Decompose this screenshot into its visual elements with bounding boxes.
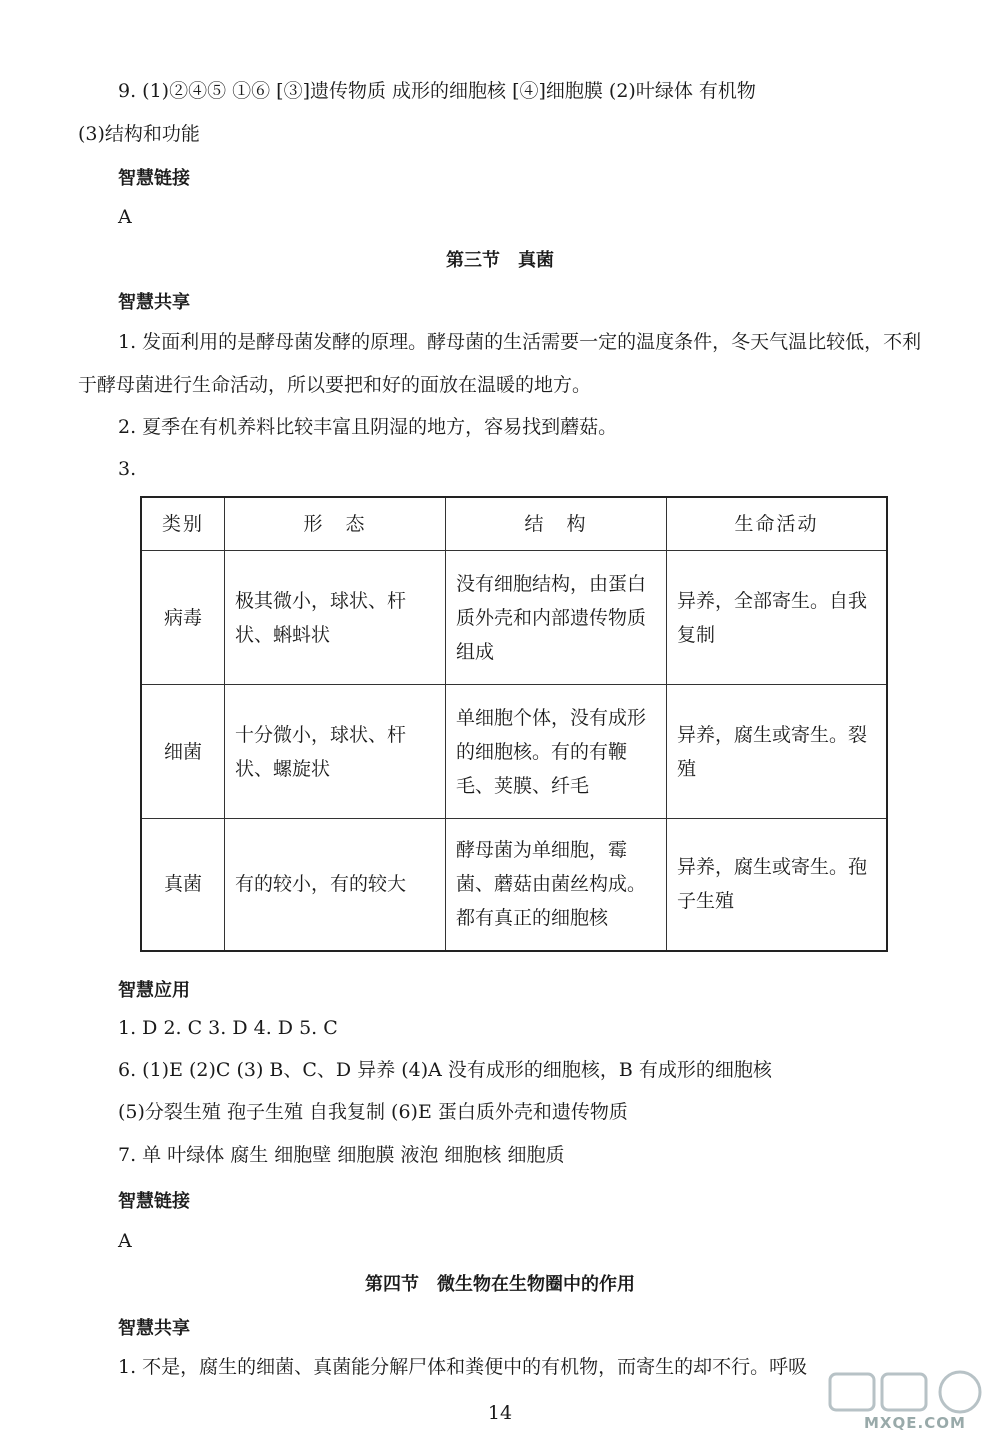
section3-title: 第三节 真菌 <box>446 250 554 271</box>
table-header-cell: 结 构 <box>446 497 667 551</box>
table-row <box>141 685 887 819</box>
s4-p1: 1. 不是，腐生的细菌、真菌能分解尸体和粪便中的有机物，而寄生的却不行。呼吸 <box>118 1356 808 1378</box>
table-cell: 异养，腐生或寄生。裂殖 <box>667 685 888 819</box>
link-answer-3: A <box>118 1230 132 1252</box>
table-cell: 有的较小，有的较大 <box>225 819 446 951</box>
heading-apply-3: 智慧应用 <box>118 980 190 1001</box>
table-cell-category: 真菌 <box>141 819 225 951</box>
s3-p3: 3. <box>118 458 137 480</box>
table-cell: 酵母菌为单细胞，霉菌、蘑菇由菌丝构成。都有真正的细胞核 <box>446 819 667 951</box>
watermark-logo <box>818 1370 988 1440</box>
s3-p1-line1: 1. 发面利用的是酵母菌发酵的原理。酵母菌的生活需要一定的温度条件，冬天气温比较低，不利 <box>118 331 922 353</box>
table-header-row <box>141 497 887 551</box>
table-cell: 没有细胞结构，由蛋白质外壳和内部遗传物质组成 <box>446 551 667 685</box>
apply-line3: (5)分裂生殖 孢子生殖 自我复制 (6)E 蛋白质外壳和遗传物质 <box>118 1101 628 1123</box>
apply-line2: 6. (1)E (2)C (3) B、C、D 异养 (4)A 没有成形的细胞核，B 有成形的细胞核 <box>118 1059 772 1081</box>
table-cell-category: 病毒 <box>141 551 225 685</box>
apply-line1: 1. D 2. C 3. D 4. D 5. C <box>118 1017 338 1039</box>
heading-link-1: 智慧链接 <box>118 168 190 189</box>
s3-p2: 2. 夏季在有机养料比较丰富且阴湿的地方，容易找到蘑菇。 <box>118 416 618 438</box>
table-cell: 单细胞个体，没有成形的细胞核。有的有鞭毛、荚膜、纤毛 <box>446 685 667 819</box>
table-header-cell: 类别 <box>141 497 225 551</box>
q9-line2: (3)结构和功能 <box>78 123 200 145</box>
table-cell: 极其微小，球状、杆状、蝌蚪状 <box>225 551 446 685</box>
link-answer-1: A <box>118 206 132 228</box>
table-header-cell: 形 态 <box>225 497 446 551</box>
table-row <box>141 551 887 685</box>
table-row <box>141 819 887 951</box>
table-header-cell: 生命活动 <box>667 497 888 551</box>
watermark-text: MXQE.COM <box>864 1414 966 1432</box>
classification-table <box>140 496 888 952</box>
table-cell: 异养，全部寄生。自我复制 <box>667 551 888 685</box>
q9-line1: 9. (1)②④⑤ ①⑥ [③]遗传物质 成形的细胞核 [④]细胞膜 (2)叶绿体 有机物 <box>118 80 756 102</box>
heading-link-3: 智慧链接 <box>118 1191 190 1212</box>
heading-share-4: 智慧共享 <box>118 1318 190 1339</box>
table-cell-category: 细菌 <box>141 685 225 819</box>
s3-p1-line2: 于酵母菌进行生命活动，所以要把和好的面放在温暖的地方。 <box>78 374 592 396</box>
apply-line4: 7. 单 叶绿体 腐生 细胞壁 细胞膜 液泡 细胞核 细胞质 <box>118 1144 565 1166</box>
table-cell: 异养，腐生或寄生。孢子生殖 <box>667 819 888 951</box>
page-number: 14 <box>487 1402 513 1424</box>
section4-title: 第四节 微生物在生物圈中的作用 <box>365 1274 635 1295</box>
table-cell: 十分微小，球状、杆状、螺旋状 <box>225 685 446 819</box>
heading-share-3: 智慧共享 <box>118 292 190 313</box>
